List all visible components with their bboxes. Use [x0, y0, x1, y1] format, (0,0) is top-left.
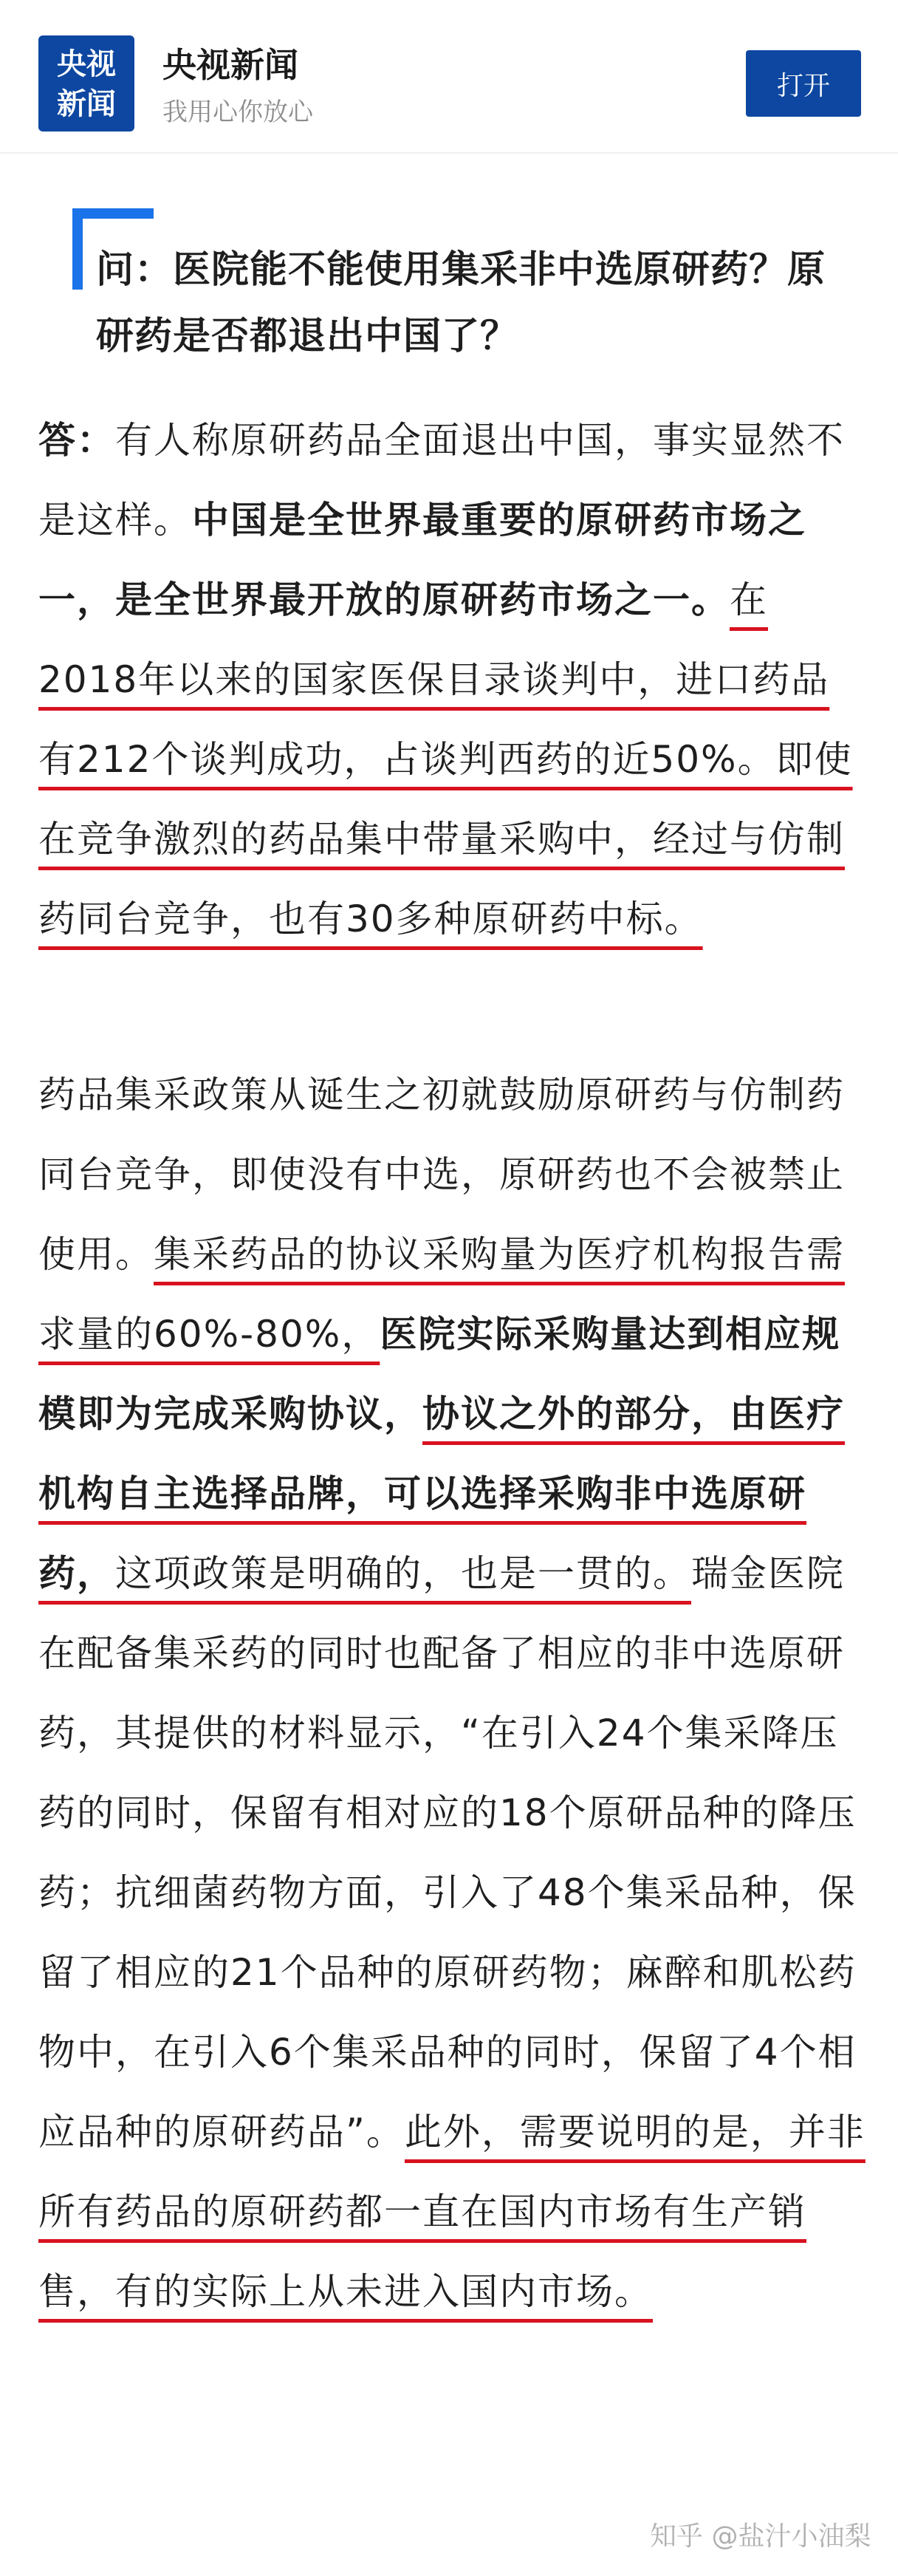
- text-segment: 医院实际采购量达到相应规模即为完成采购协议，: [38, 1313, 841, 1435]
- open-app-button[interactable]: 打开: [746, 50, 861, 117]
- text-segment: 答：: [38, 419, 115, 462]
- answer-paragraph-2: [38, 1055, 866, 2331]
- brand-name: 央视新闻: [162, 45, 298, 85]
- text-segment: 在2018年以来的国家医保目录谈判中，进口药品有212个谈判成功，占谈判西药的近50%。即使在竞争激烈的药品集中带量采购中，经过与仿制药同台竞争，也有30多种原研药中标。: [38, 578, 853, 940]
- text-segment: 这项政策是明确的，也是一贯的。: [115, 1552, 691, 1595]
- brand-slogan: 我用心你放心: [162, 98, 313, 127]
- logo-line1: 央视: [57, 47, 116, 81]
- text-segment: 集采药品的协议采购量为医疗机构报告需求量的60%-80%，: [38, 1233, 845, 1356]
- cctv-news-logo: [38, 35, 134, 131]
- text-segment: 此外，需要说明的是，并非所有药品的原研药都一直在国内市场有生产销售，有的实际上从未进入国内市场。: [38, 2111, 866, 2313]
- answer-paragraph-1: [38, 400, 866, 959]
- app-header: [0, 0, 898, 154]
- question-heading: 问：医院能不能使用集采非中选原研药？原研药是否都退出中国了？: [96, 248, 826, 358]
- text-segment: 瑞金医院在配备集采药的同时也配备了相应的非中选原研药，其提供的材料显示，“在引入24个集采降压药的同时，保留有相对应的18个原研品种的降压药；抗细菌药物方面，引入了48个集采品种，保留了相应的21个品种的原研药物；麻醉和肌松药物中，在引入6个集采品种的同时，保留了4个相应品种的原研药品”。: [38, 1552, 857, 2153]
- logo-line2: 新闻: [57, 87, 116, 121]
- text-segment: 有人称原研药品全面退出中国，事实显然不是这样。: [38, 419, 845, 541]
- text-segment: 协议之外的部分，由医疗机构自主选择品牌，可以选择采购非中选原研药，: [38, 1393, 845, 1595]
- text-segment: 中国是全世界最重要的原研药市场之一，是全世界最开放的原研药市场之一。: [38, 499, 806, 621]
- zhihu-watermark: 知乎 @盐汁小油梨: [650, 2521, 871, 2552]
- text-segment: 药品集采政策从诞生之初就鼓励原研药与仿制药同台竞争，即使没有中选，原研药也不会被禁止使用。: [38, 1073, 845, 1276]
